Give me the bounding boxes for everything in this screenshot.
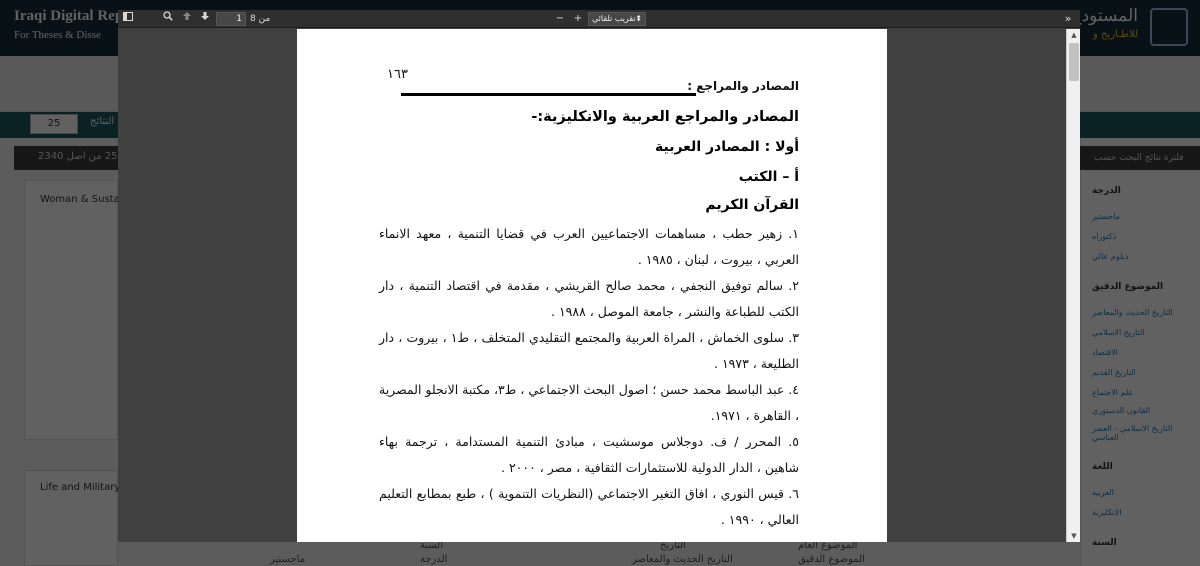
heading-books: أ – الكتب [738,169,799,185]
next-page-icon[interactable] [197,11,213,27]
document-viewport[interactable] [118,29,1066,542]
page-number: ١٦٣ [387,67,408,82]
search-icon[interactable] [160,11,176,27]
pdf-toolbar [118,10,1080,28]
page-number-input[interactable]: 1 [216,12,246,26]
tools-icon[interactable]: » [1064,12,1072,25]
chevron-down-icon: ⬍ [635,14,642,23]
heading-main: المصادر والمراجع العربية والانكليزية:- [531,109,799,125]
scroll-up-icon[interactable]: ▲ [1071,31,1077,39]
document-page [297,29,887,542]
vertical-scrollbar[interactable] [1066,29,1080,542]
section-header: المصادر والمراجع : [687,79,799,93]
zoom-select[interactable] [588,12,646,26]
pdf-viewer [118,10,1080,542]
reference-entry: ٦. قيس النوري ، افاق التغير الاجتماعي (النظريات التنموية ) ، طبع بمطابع التعليم العالي ، ١٩٩٠ . [379,486,799,527]
heading-arabic-sources: أولا : المصادر العربية [654,139,799,155]
scroll-down-icon[interactable]: ▼ [1071,532,1077,540]
reference-entry: ٢. سالم توفيق النجفي ، محمد صالح القريشي ، مقدمة في اقتصاد التنمية ، دار الكتب للطباعة والنشر ، جامعة الموصل ، ١٩٨٨ . [379,278,799,319]
zoom-value: تقريب تلقائي [592,14,636,23]
heading-quran: القرآن الكريم [705,197,799,213]
page-count: من 8 [250,14,271,24]
reference-entry: ١. زهير حطب ، مساهمات الاجتماعيين العرب في قضايا التنمية ، معهد الانماء العربي ، بيروت ، لبنان ، ١٩٨٥ . [379,226,799,267]
reference-entry: ٤. عبد الباسط محمد حسن ؛ اصول البحث الاجتماعي ، ط٣، مكتبة الانجلو المصرية ، القاهرة ، ١٩٧١. [379,382,799,423]
zoom-out-icon[interactable]: − [555,13,565,24]
scroll-thumb[interactable] [1069,43,1079,81]
previous-page-icon[interactable] [179,11,195,27]
reference-entry: ٣. سلوى الخماش ، المراة العربية والمجتمع التقليدي المتخلف ، ط١ ، بيروت ، دار الطليعة ، ١٩٧٣ . [379,330,799,371]
sidebar-toggle-icon[interactable] [120,11,136,27]
reference-entry: ٥. المحرر / ف. دوجلاس موسشيت ، مبادئ التنمية المستدامة ، ترجمة بهاء شاهين ، الدار الدولية للاستثمارات الثقافية ، مصر ، ٢٠٠٠ . [379,434,799,475]
zoom-in-icon[interactable]: + [573,13,583,24]
header-rule [401,93,696,96]
